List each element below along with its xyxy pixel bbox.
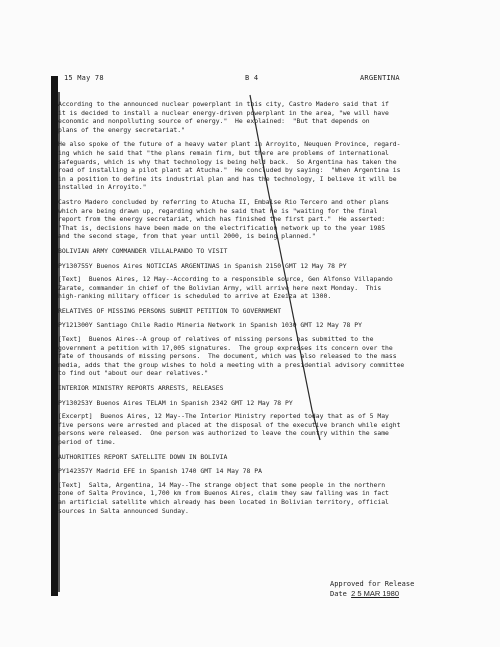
text-line: plans of the energy secretariat."	[58, 125, 185, 134]
text-line: five persons were arrested and placed at the disposal of the executive branch while eight	[58, 420, 401, 429]
text-line: "That is, decisions have been made on the electrification network up to the year 1985	[58, 223, 386, 232]
story-headline: BOLIVIAN ARMY COMMANDER VILLALPANDO TO VISIT	[58, 246, 228, 255]
text-line: safeguards, which is why that technology is being held back. So Argentina has taken the	[58, 157, 397, 166]
story-slug: PY130253Y Buenos Aires TELAM in Spanish 2342 GMT 12 May 78 PY	[58, 398, 293, 407]
story-slug: PY121300Y Santiago Chile Radio Mineria Network in Spanish 1030 GMT 12 May 78 PY	[58, 321, 362, 330]
text-line: which are being drawn up, regarding which he said that he is "waiting for the final	[58, 206, 378, 215]
paragraph	[58, 100, 470, 134]
text-line: to find out "about our dear relatives."	[58, 369, 209, 378]
text-line: high-ranking military officer is scheduled to arrive at Ezeiza at 1300.	[58, 292, 332, 301]
text-line: period of time.	[58, 438, 116, 446]
story-text	[58, 481, 470, 515]
text-line: zone of Salta Province, 1,700 km from Buenos Aires, claim they saw falling was in fact	[58, 489, 389, 498]
text-line: fate of thousands of missing persons. The document, which was also released to the mass	[58, 352, 397, 361]
text-line: installed in Arroyito."	[58, 183, 147, 192]
text-line: [Text] Buenos Aires--A group of relatives of missing persons has submitted to the	[58, 335, 374, 344]
text-line: it is decided to install a nuclear energy-driven powerplant in the area, "we will have	[58, 108, 389, 117]
story-text	[58, 335, 470, 378]
text-line: in a position to define its industrial plan and has the technology, I believe it will be	[58, 174, 397, 183]
text-line: persons were released. One person was authorized to leave the country within the same	[58, 429, 389, 438]
release-label: Approved for Release	[330, 580, 415, 588]
text-line: an artificial satellite which already has been located in Bolivian territory, official	[58, 497, 389, 506]
text-line: According to the announced nuclear powerplant in this city, Castro Madero said that if	[58, 100, 389, 108]
release-date-label: Date	[330, 590, 347, 598]
text-line: [Excerpt] Buenos Aires, 12 May--The Interior Ministry reported today that as of 5 May	[58, 412, 389, 421]
story-slug: PY130755Y Buenos Aires NOTICIAS ARGENTINAS in Spanish 2150 GMT 12 May 78 PY	[58, 261, 347, 270]
paragraph	[58, 198, 470, 241]
text-line: economic and nonpolluting source of energy." He explained: "But that depends on	[58, 117, 370, 126]
header-page-number: B 4	[245, 74, 259, 82]
text-line: Castro Madero concluded by referring to Atucha II, Embalse Rio Tercero and other plans	[58, 197, 389, 206]
text-line: sources in Salta announced Sunday.	[58, 506, 189, 515]
document-body	[58, 100, 470, 521]
text-line: report from the energy secretariat, which has finished the first part." He asserted:	[58, 215, 386, 224]
story-headline: INTERIOR MINISTRY REPORTS ARRESTS, RELEASES	[58, 384, 224, 393]
story-text	[58, 412, 470, 446]
text-line: ing which he said that "the plans remain firm, but there are problems of international	[58, 148, 389, 157]
release-date-value: 2 5 MAR 1980	[351, 589, 400, 598]
header-country: ARGENTINA	[360, 74, 400, 82]
story-headline: AUTHORITIES REPORT SATELLITE DOWN IN BOLIVIA	[58, 452, 228, 461]
text-line: [Text] Buenos Aires, 12 May--According to a responsible source, Gen Alfonso Villapando	[58, 275, 393, 284]
story-slug: PY142357Y Madrid EFE in Spanish 1740 GMT 14 May 78 PA	[58, 467, 262, 476]
text-line: government a petition with 17,005 signatures. The group expresses its concern over the	[58, 343, 393, 352]
text-line: media, adds that the group wishes to hold a meeting with a presidential advisory committee	[58, 360, 405, 369]
story-headline: RELATIVES OF MISSING PERSONS SUBMIT PETITION TO GOVERNMENT	[58, 306, 282, 315]
text-line: [Text] Salta, Argentina, 14 May--The strange object that some people in the northern	[58, 480, 386, 489]
release-stamp	[330, 580, 414, 599]
text-line: Zarate, commander in chief of the Bolivian Army, will arrive here next Monday. This	[58, 283, 382, 292]
release-date-row	[330, 589, 414, 599]
text-line: He also spoke of the future of a heavy water plant in Arroyito, Neuquen Province, regard-	[58, 140, 401, 149]
story-text	[58, 275, 470, 301]
header-date: 15 May 78	[64, 74, 104, 82]
text-line: and the second stage, from that year until 2000, is being planned."	[58, 232, 316, 241]
text-line: road of installing a pilot plant at Atucha." He concluded by saying: "When Argentina is	[58, 166, 401, 175]
paragraph	[58, 140, 470, 192]
